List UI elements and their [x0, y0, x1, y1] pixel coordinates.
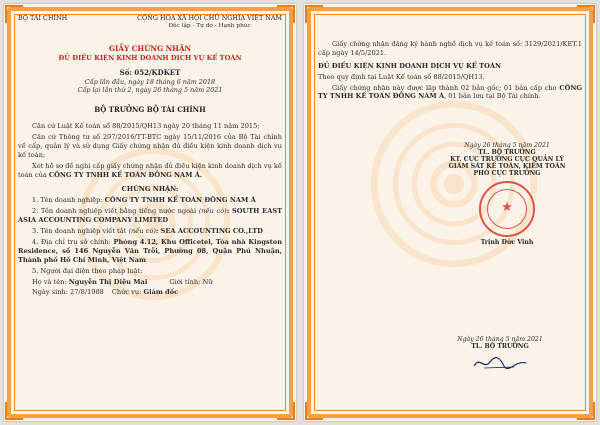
nation-name: CỘNG HÒA XÃ HỘI CHỦ NGHĨA VIỆT NAM [137, 14, 282, 22]
certificate-title: GIẤY CHỨNG NHẬN [108, 44, 192, 54]
national-motto: Độc lập - Tự do - Hạnh phúc [168, 22, 251, 29]
legal-basis-1: Căn cứ Luật Kế toán số 88/2015/QH13 ngày 20 tháng 11 năm 2015; [32, 122, 260, 131]
foreign-name-value: : SOUTH EAST ASIA ACCOUNTING COMPANY LIMITED [18, 207, 282, 225]
issuing-authority: BỘ TRƯỞNG BỘ TÀI CHÍNH [94, 104, 206, 114]
national-title [137, 14, 282, 30]
copies-text-end: , 01 bản lưu tại Bộ Tài chính. [444, 92, 541, 101]
position-label: Chức vụ: [111, 288, 144, 297]
representative-name-row [18, 278, 282, 287]
name-label: Họ và tên: [32, 277, 69, 286]
representative-dob-row [18, 288, 282, 297]
gender-label: Giới tính: [169, 277, 203, 286]
item-foreign-name [18, 207, 282, 225]
copies-company: CÔNG TY TNHH KẾ TOÁN ĐÔNG NAM Á [318, 83, 582, 101]
item-note: (nếu có) [198, 207, 227, 216]
certificate-number: Số: 052/KDKET [119, 68, 181, 78]
item-representative: 5. Người đại diện theo pháp luật: [32, 266, 143, 275]
second-signer-title: TL. BỘ TRƯỞNG [471, 343, 529, 350]
company-name-value: CÔNG TY TNHH KẾ TOÁN ĐÔNG NAM Á [104, 196, 256, 205]
item-label: 1. Tên doanh nghiệp: [32, 196, 105, 205]
dob-label: Ngày sinh: [32, 288, 71, 297]
handwritten-signature [470, 354, 530, 372]
gender-value: Nữ [202, 277, 213, 286]
copies-note [318, 84, 582, 102]
item-label: 4. Địa chỉ trụ sở chính: [32, 238, 114, 247]
signer-name: Trịnh Đức Vinh [480, 239, 534, 246]
law-heading: ĐỦ ĐIỀU KIỆN KINH DOANH DỊCH VỤ KẾ TOÁN [318, 61, 501, 70]
signer-title-2: KT. CỤC TRƯỞNG CỤC QUẢN LÝ [450, 156, 564, 163]
reissue-date: Cấp lại lần thứ 2, ngày 26 tháng 5 năm 2021 [77, 86, 223, 95]
star-icon: ★ [501, 200, 513, 215]
legal-basis-3 [18, 162, 282, 180]
certificate-left-page [4, 4, 296, 421]
signer-title-1: TL. BỘ TRƯỞNG [478, 149, 536, 156]
legal-basis-2: Căn cứ Thông tư số 297/2016/TT-BTC ngày 15/11/2016 của Bộ Tài chính về cấp, quản lý và sử dụng Giấy chứng nhận đủ điều kiện kinh doanh dịch vụ kế toán; [18, 133, 282, 159]
law-reference: Theo quy định tại Luật Kế toán số 88/2015/QH13. [318, 72, 485, 81]
item-address [18, 238, 282, 265]
signature-block [442, 142, 572, 246]
basis-3-text: Xét hồ sơ đề nghị cấp giấy chứng nhận đủ điều kiện kinh doanh dịch vụ kế toán của [18, 161, 282, 179]
basis-3-company: CÔNG TY TNHH KẾ TOÁN ĐÔNG NAM Á. [48, 170, 203, 179]
short-name-value: : SEA ACCOUNTING CO.,LTD [155, 227, 263, 236]
second-signature-block [420, 336, 580, 378]
corner-ornament [577, 5, 595, 23]
left-content [18, 14, 282, 411]
certificate-subtitle: ĐỦ ĐIỀU KIỆN KINH DOANH DỊCH VỤ KẾ TOÁN [58, 54, 242, 63]
representative-name: Nguyễn Thị Diệu Mai [68, 277, 148, 286]
copies-text: Giấy chứng nhận này được lập thành 02 bản gốc; 01 bản cấp cho [332, 83, 560, 92]
signature-date: Ngày 26 tháng 5 năm 2021 [464, 142, 550, 149]
header-row [18, 14, 282, 30]
item-label: 3. Tên doanh nghiệp viết tắt [32, 227, 129, 236]
item-label: 2. Tên doanh nghiệp viết bằng tiếng nước ngoài [32, 207, 199, 216]
corner-ornament [305, 5, 323, 23]
certify-heading: CHỨNG NHẬN: [121, 184, 179, 193]
item-company-name [18, 196, 282, 205]
address-value: Phòng 4.12, Khu Officetel, Tòa nhà Kingston Residence, số 146 Nguyễn Văn Trỗi, Phường 08, Quận Phú Nhuận, Thành phố Hồ Chí Minh, Việt Nam [18, 238, 282, 264]
official-seal [479, 181, 535, 237]
registration-info: Giấy chứng nhận đăng ký hành nghề dịch vụ kế toán số: 3129/2021/KET.1 cấp ngày 14/5/2021. [318, 40, 582, 57]
certificate-right-page [304, 4, 596, 421]
item-short-name [18, 227, 282, 236]
second-signature-date: Ngày 26 tháng 5 năm 2021 [457, 336, 543, 343]
signer-title-3: GIÁM SÁT KẾ TOÁN, KIỂM TOÁN [448, 163, 566, 170]
item-note: (nếu có) [128, 227, 156, 236]
first-issue-date: Cấp lần đầu, ngày 18 tháng 6 năm 2018 [84, 77, 216, 86]
ministry-name: BỘ TÀI CHÍNH [18, 14, 68, 22]
signer-title-4: PHÓ CỤC TRƯỞNG [473, 170, 541, 177]
dob-value: 27/8/1988 [70, 288, 104, 297]
position-value: Giám đốc [143, 288, 179, 297]
